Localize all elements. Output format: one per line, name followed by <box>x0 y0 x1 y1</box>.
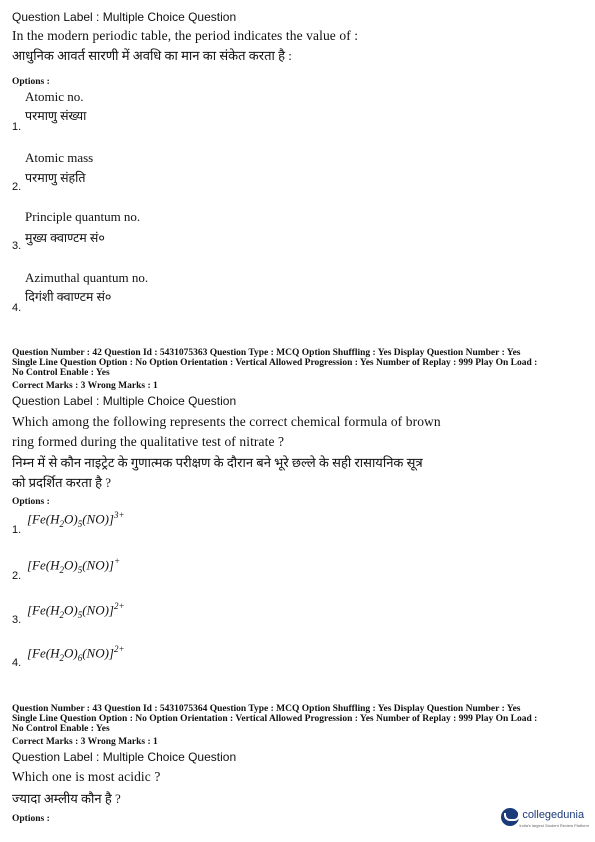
question-meta-line-1: Question Number : 42 Question Id : 5431075363 Question Type : MCQ Option Shuffling : Yes Display Question Number : Yes <box>12 348 521 358</box>
options-title: Options : <box>12 814 50 824</box>
question-meta-line-2: Single Line Question Option : No Option Orientation : Vertical Allowed Progression : Yes Number of Replay : 999 Play On Load : <box>12 714 538 724</box>
option-3-number: 3. <box>12 240 22 252</box>
question-text-en-line-2: ring formed during the qualitative test of nitrate ? <box>12 434 285 449</box>
logo-icon <box>501 808 519 826</box>
option-4-formula[interactable]: $[Fe(H_2O)_6(NO)]^{2+}$ <box>27 644 125 663</box>
question-meta-line-3: No Control Enable : Yes <box>12 368 110 378</box>
logo-name: collegedunia <box>522 809 585 821</box>
logo-tagline: India's largest Student Review Platform <box>519 823 589 828</box>
option-4-number: 4. <box>12 657 22 669</box>
option-3-formula[interactable]: $[Fe(H_2O)_5(NO)]^{2+}$ <box>27 601 125 620</box>
question-label: Question Label : Multiple Choice Question <box>12 750 237 764</box>
question-text-hi: आधुनिक आवर्त सारणी में अवधि का मान का संकेत करता है : <box>12 48 292 63</box>
question-meta-line-3: No Control Enable : Yes <box>12 724 110 734</box>
options-title: Options : <box>12 77 50 87</box>
question-label: Question Label : Multiple Choice Question <box>12 10 237 24</box>
option-2-number: 2. <box>12 181 22 193</box>
question-text-hi-line-2: को प्रदर्शित करता है ? <box>12 475 112 490</box>
question-text-hi: ज्यादा अम्लीय कौन है ? <box>12 791 121 806</box>
collegedunia-logo <box>501 805 589 828</box>
question-meta-line-2: Single Line Question Option : No Option Orientation : Vertical Allowed Progression : Yes Number of Replay : 999 Play On Load : <box>12 358 538 368</box>
option-4-en[interactable]: Azimuthal quantum no. <box>25 270 149 285</box>
option-3-number: 3. <box>12 614 22 626</box>
question-marks: Correct Marks : 3 Wrong Marks : 1 <box>12 381 158 391</box>
question-marks: Correct Marks : 3 Wrong Marks : 1 <box>12 737 158 747</box>
question-text-hi-line-1: निम्न में से कौन नाइट्रेट के गुणात्मक परीक्षण के दौरान बने भूरे छल्ले के सही रासायनिक सूत्र <box>12 455 423 470</box>
options-title: Options : <box>12 497 50 507</box>
question-text-en-line-1: Which among the following represents the correct chemical formula of brown <box>12 414 441 429</box>
option-2-hi[interactable]: परमाणु संहति <box>25 171 86 185</box>
option-1-formula[interactable]: $[Fe(H_2O)_5(NO)]^{3+}$ <box>27 510 125 529</box>
question-label: Question Label : Multiple Choice Question <box>12 394 237 408</box>
option-2-en[interactable]: Atomic mass <box>25 150 94 165</box>
question-meta-line-1: Question Number : 43 Question Id : 5431075364 Question Type : MCQ Option Shuffling : Yes Display Question Number : Yes <box>12 704 521 714</box>
option-4-hi[interactable]: दिगंशी क्वाण्टम सं० <box>25 290 112 304</box>
option-1-en[interactable]: Atomic no. <box>25 89 84 104</box>
question-text-en: In the modern periodic table, the period indicates the value of : <box>12 28 359 43</box>
option-2-formula[interactable]: $[Fe(H_2O)_5(NO)]^+$ <box>27 556 121 575</box>
option-3-en[interactable]: Principle quantum no. <box>25 209 141 224</box>
option-2-number: 2. <box>12 570 22 582</box>
option-1-number: 1. <box>12 524 22 536</box>
option-1-number: 1. <box>12 121 22 133</box>
option-3-hi[interactable]: मुख्य क्वाण्टम सं० <box>25 231 105 245</box>
option-4-number: 4. <box>12 302 22 314</box>
question-text-en: Which one is most acidic ? <box>12 769 161 784</box>
option-1-hi[interactable]: परमाणु संख्या <box>25 109 87 123</box>
